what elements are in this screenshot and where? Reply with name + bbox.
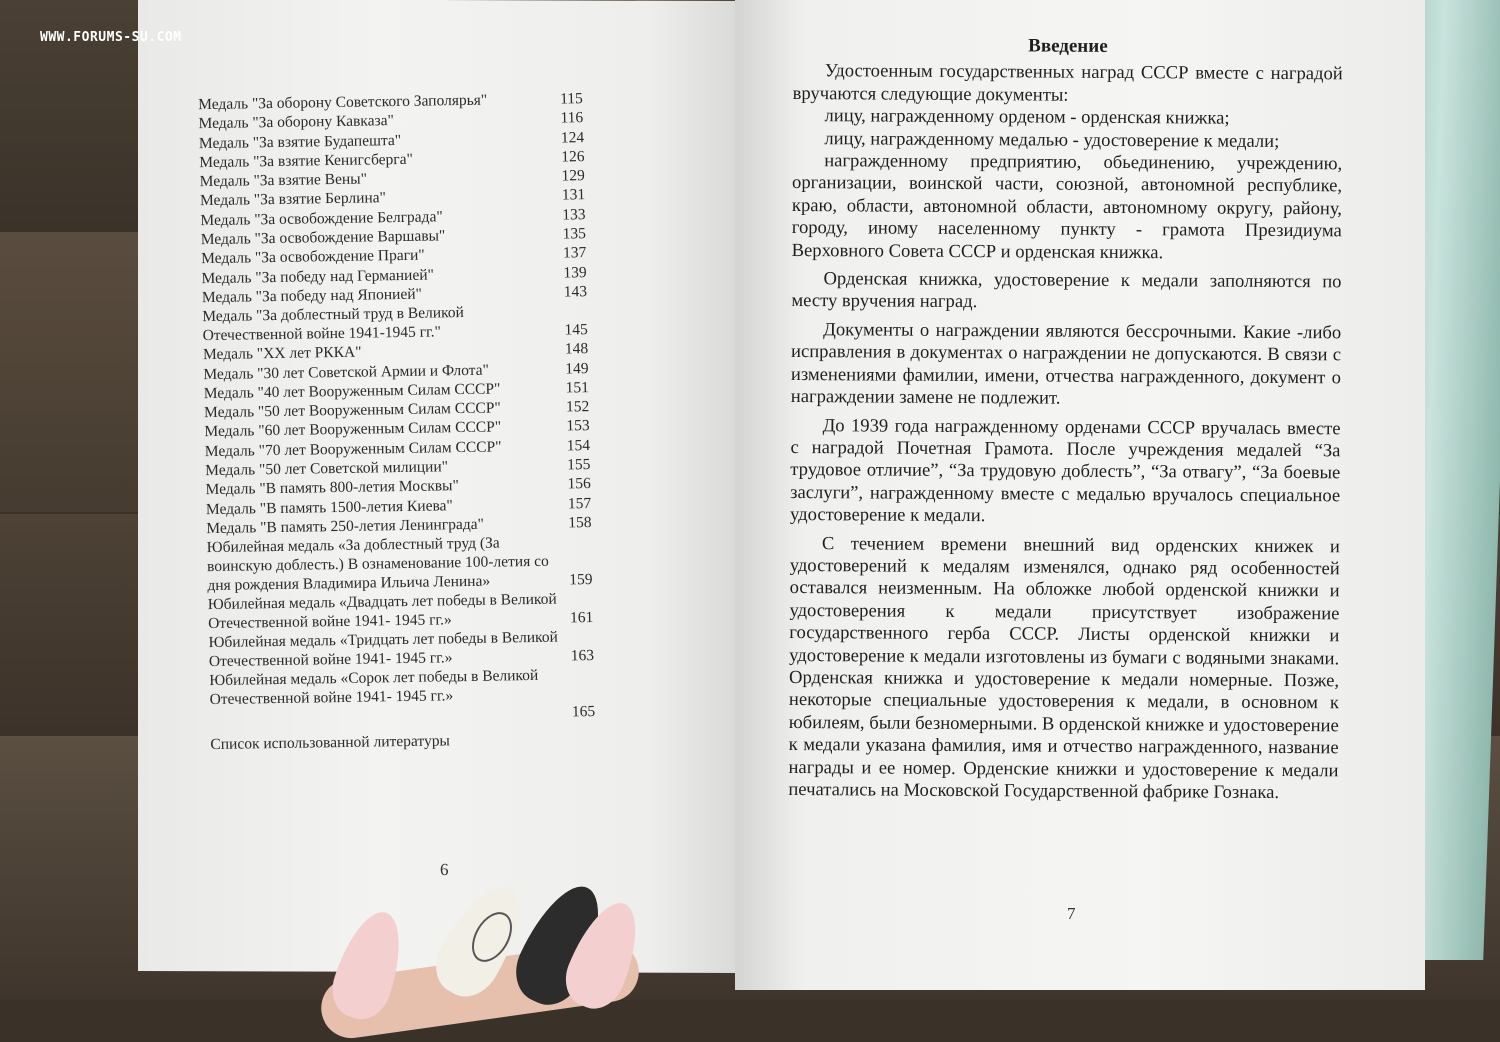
paragraph: Орденская книжка, удостоверение к медали заполняются по месту вручения наград. xyxy=(791,268,1342,313)
toc-page: 158 xyxy=(568,513,592,532)
toc-title: Медаль "За доблестный труд в Великой Отечественной войне 1941-1945 гг." xyxy=(202,304,464,345)
toc-page: 137 xyxy=(562,244,587,262)
toc-title: Медаль "За оборону Кавказа" xyxy=(198,112,395,133)
toc-page: 133 xyxy=(562,205,586,224)
toc-title: Медаль "За взятие Будапешта" xyxy=(198,131,402,152)
toc-title: Медаль "70 лет Вооруженным Силам СССР" xyxy=(204,438,502,460)
toc-page: 154 xyxy=(566,436,591,455)
toc-page: 115 xyxy=(559,90,583,108)
watermark: WWW.FORUMS-SU.COM xyxy=(40,30,182,45)
paragraph: лицу, награжденному орденом - орденская книжка; xyxy=(824,105,1230,129)
toc-row xyxy=(208,589,609,633)
toc-title: Медаль "За взятие Берлина" xyxy=(199,189,387,210)
toc-row xyxy=(207,532,608,595)
toc-title: Юбилейная медаль «Сорок лет победы в Великой Отечественной войне 1941- 1945 гг.» xyxy=(209,667,539,709)
toc-title: Медаль "В память 1500-летия Киева" xyxy=(205,496,453,518)
paragraph: лицу, награжденному медалью - удостоверение к медали; xyxy=(824,127,1280,152)
paragraph: Документы о награждении являются бессрочными. Какие -либо исправления в документах о награждении не допускаются. В связи с изменениями фамилии, имени, отчества награжденного, документ о награждении замене не подлежит. xyxy=(790,319,1342,409)
toc-title: Медаль "50 лет Вооруженным Силам СССР" xyxy=(203,399,501,422)
toc-page: 155 xyxy=(566,456,591,474)
toc-title: Юбилейная медаль «За доблестный труд (За воинскую доблесть.) В ознаменование 100-летия со дня рождения Владимира Ильича Ленина» xyxy=(206,534,549,595)
toc-page: 124 xyxy=(560,128,585,147)
toc-page: 151 xyxy=(565,378,590,397)
toc-page: 157 xyxy=(567,494,592,513)
page-heading: Введение xyxy=(1028,35,1108,57)
toc-page: 148 xyxy=(564,340,589,358)
toc-page: 135 xyxy=(562,225,587,243)
toc-title: Юбилейная медаль «Двадцать лет победы в Великой Отечественной войне 1941- 1945 гг.» xyxy=(207,590,557,633)
toc-page: 161 xyxy=(569,609,594,627)
toc-page: 165 xyxy=(571,703,596,721)
toc-bibliography: Список использованной литературы xyxy=(210,732,451,754)
toc-title: Медаль "В память 800-летия Москвы" xyxy=(205,477,460,499)
toc-title: Медаль "50 лет Советской милиции" xyxy=(205,458,449,480)
toc-page: 126 xyxy=(561,147,585,166)
toc-title: Медаль "За взятие Кенигсберга" xyxy=(199,150,414,172)
toc-title: Медаль "XX лет РККА" xyxy=(202,343,362,364)
page-number: 7 xyxy=(1067,904,1076,923)
left-page xyxy=(138,0,740,973)
toc-page: 129 xyxy=(561,167,586,185)
hand xyxy=(300,870,640,1010)
toc-row xyxy=(209,665,610,721)
paragraph: До 1939 года награжденному орденами СССР вручалась вместе с наградой Почетная Грамота. После учреждения медалей “За трудовое отличие”, “За трудовую доблесть”, “За отвагу”, “За боевые заслуги”, награжденному вместе с медалью вручалось специальное удостоверение к медали. xyxy=(789,414,1341,527)
toc-title: Медаль "За освобождение Белграда" xyxy=(200,208,443,229)
toc-page: 156 xyxy=(567,475,591,493)
toc-title: Юбилейная медаль «Тридцать лет победы в Великой Отечественной войне 1941- 1945 гг.» xyxy=(208,628,559,671)
toc-title: Медаль "30 лет Советской Армии и Флота" xyxy=(203,361,490,383)
toc-page: 143 xyxy=(563,283,588,301)
toc-page: 139 xyxy=(563,263,587,282)
toc-page: 131 xyxy=(561,186,586,204)
toc-page: 153 xyxy=(566,417,590,435)
toc-title: Медаль "За оборону Советского Заполярья" xyxy=(198,91,488,114)
toc-page: 163 xyxy=(570,647,595,665)
toc-row xyxy=(208,627,609,671)
toc-page: 145 xyxy=(564,321,588,339)
toc-title: Медаль "За освобождение Варшавы" xyxy=(200,227,446,249)
toc-row xyxy=(210,729,610,755)
toc-title: Медаль "За победу над Японией" xyxy=(201,285,423,307)
toc-title: Медаль "За освобождение Праги" xyxy=(200,247,425,268)
page-number: 6 xyxy=(440,860,449,880)
toc-title: Медаль "За взятие Вены" xyxy=(199,170,368,191)
toc-title: Медаль "60 лет Вооруженным Силам СССР" xyxy=(204,418,502,441)
toc-page: 152 xyxy=(565,398,590,416)
toc-page: 159 xyxy=(569,571,593,589)
toc-row xyxy=(202,301,603,345)
toc-page: 116 xyxy=(560,109,584,127)
paragraph: Удостоенным государственных наград СССР вместе с наградой вручаются следующие документы: xyxy=(792,60,1343,106)
table-of-contents xyxy=(198,89,611,755)
right-page xyxy=(735,0,1425,990)
paragraph: С течением времени внешний вид орденских книжек и удостоверений к медалям изменялся, однако ряд особенностей оставался неизменным. На обложке любой орденской книжки и удостоверения к медали присутствует изображение государственного герба СССР. Листы орденской книжки и удостоверение к медали изготовлены из бумаги с водяными знаками. Орденская книжка и удостоверение к медали номерные. Позже, некоторые специальные удостоверения к медали, в основном к юбилеям, были безномерными. В орденской книжке и удостоверение к медали указана фамилия, имя и отчество награжденного, название награды и ее номер. Орденские книжки и удостоверение к медали печатались на Московской Государственной фабрике Гознака. xyxy=(788,532,1340,803)
toc-title: Медаль "40 лет Вооруженным Силам СССР" xyxy=(203,380,501,402)
toc-title: Медаль "За победу над Германией" xyxy=(201,266,435,287)
intro-text xyxy=(788,34,1343,805)
toc-title: Медаль "В память 250-летия Ленинграда" xyxy=(206,515,484,538)
toc-page: 149 xyxy=(565,359,589,378)
paragraph: награжденному предприятию, обьединению, учреждению, организации, воинской части, союзной, автономной республике, краю, области, автономной области, автономному округу, району, городу, иному населенному пункту - грамота Президиума Верховного Совета СССР и орденская книжка. xyxy=(791,150,1343,263)
